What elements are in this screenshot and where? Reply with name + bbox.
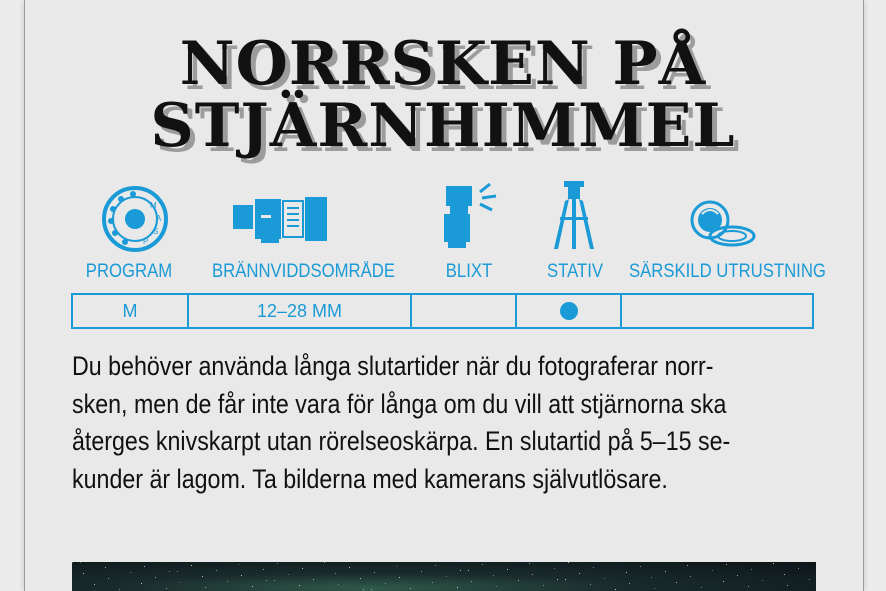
star [690, 576, 691, 577]
star [371, 589, 372, 590]
star [471, 581, 472, 582]
tripod-icon [552, 181, 596, 251]
star [435, 565, 436, 566]
star [784, 574, 785, 575]
column-header-program: PROGRAM [85, 261, 173, 282]
star [493, 575, 494, 576]
value-flash [412, 295, 517, 327]
star [798, 568, 799, 569]
star [274, 580, 275, 581]
star [252, 586, 253, 587]
aurora-photo [72, 562, 816, 591]
star [507, 569, 508, 570]
value-program: M [73, 295, 189, 327]
page-title-line-1: NORRSKEN PÅ [179, 29, 707, 99]
star [640, 566, 641, 567]
column-header-flash: BLIXT [445, 261, 493, 282]
value-focal-range: 12–28 MM [189, 295, 412, 327]
column-header-focal-range: BRÄNNVIDDSOMRÅDE [212, 261, 396, 282]
star [701, 587, 702, 588]
star [396, 566, 397, 567]
star [687, 565, 688, 566]
star [737, 575, 738, 576]
star [299, 585, 300, 586]
star [313, 579, 314, 580]
svg-text:P: P [143, 237, 149, 246]
value-special-equipment [622, 295, 812, 327]
star [94, 584, 95, 585]
star [565, 579, 566, 580]
star [482, 564, 483, 565]
star [762, 580, 763, 581]
mode-dial-icon [101, 185, 169, 253]
star [518, 580, 519, 581]
star [216, 570, 217, 571]
star [302, 568, 303, 569]
body-line: återges knivskarpt utan rörelseoskärpa. En slutartid på 5–15 se- [72, 426, 731, 457]
star [80, 562, 81, 563]
column-header-special-equipment: SÄRSKILD UTRUSTNING [628, 261, 826, 282]
page-title-line-2: STJÄRNHIMMEL [150, 91, 736, 161]
star [241, 575, 242, 576]
star [410, 588, 411, 589]
star [457, 587, 458, 588]
star [363, 589, 364, 590]
star [496, 586, 497, 587]
star [751, 569, 752, 570]
star [557, 579, 558, 580]
star [712, 570, 713, 571]
star [141, 583, 142, 584]
star [166, 588, 167, 589]
star [629, 583, 630, 584]
star [809, 579, 810, 580]
star [72, 562, 73, 563]
star [263, 569, 264, 570]
star [468, 570, 469, 571]
star [105, 567, 106, 568]
star [399, 577, 400, 578]
svg-text:A: A [156, 214, 162, 223]
star [529, 563, 530, 564]
star [130, 572, 131, 573]
star [180, 582, 181, 583]
star [590, 584, 591, 585]
star [119, 589, 120, 590]
star [554, 568, 555, 569]
star [773, 563, 774, 564]
star [651, 577, 652, 578]
star [665, 571, 666, 572]
star [421, 571, 422, 572]
tripod-check-dot [560, 302, 578, 320]
star [593, 567, 594, 568]
star [604, 578, 605, 579]
star [205, 587, 206, 588]
star [460, 570, 461, 571]
body-paragraph [72, 348, 832, 499]
star [191, 565, 192, 566]
star [227, 581, 228, 582]
svg-text:M: M [150, 201, 157, 210]
star [349, 567, 350, 568]
star [83, 573, 84, 574]
body-line: kunder är lagom. Ta bilderna med kamerans självutlösare. [72, 464, 668, 495]
star [155, 577, 156, 578]
star [543, 585, 544, 586]
star [748, 586, 749, 587]
body-line: Du behöver använda långa slutartider när du fotograferar norr- [72, 351, 714, 381]
filters-icon [688, 200, 758, 250]
star [169, 571, 170, 572]
star [385, 583, 386, 584]
body-line: sken, men de får inte vara för långa om du vill att stjärnorna ska [72, 388, 727, 419]
lens-icon [233, 195, 329, 247]
star [335, 573, 336, 574]
svg-text:S: S [153, 227, 159, 236]
star [446, 576, 447, 577]
star [108, 578, 109, 579]
star [374, 572, 375, 573]
star [288, 574, 289, 575]
star [360, 578, 361, 579]
star [787, 585, 788, 586]
star [676, 582, 677, 583]
star [726, 564, 727, 565]
star [266, 580, 267, 581]
star [177, 571, 178, 572]
value-tripod [517, 295, 622, 327]
star [277, 563, 278, 564]
star [626, 572, 627, 573]
star [568, 562, 569, 563]
star [338, 584, 339, 585]
star [723, 581, 724, 582]
star [202, 576, 203, 577]
star [432, 582, 433, 583]
star [238, 564, 239, 565]
star [532, 574, 533, 575]
flash-icon [440, 180, 516, 250]
star [144, 566, 145, 567]
star [615, 589, 616, 590]
star [579, 573, 580, 574]
star [654, 588, 655, 589]
column-header-tripod: STATIV [546, 261, 604, 282]
star [324, 562, 325, 563]
equipment-table [71, 293, 814, 329]
